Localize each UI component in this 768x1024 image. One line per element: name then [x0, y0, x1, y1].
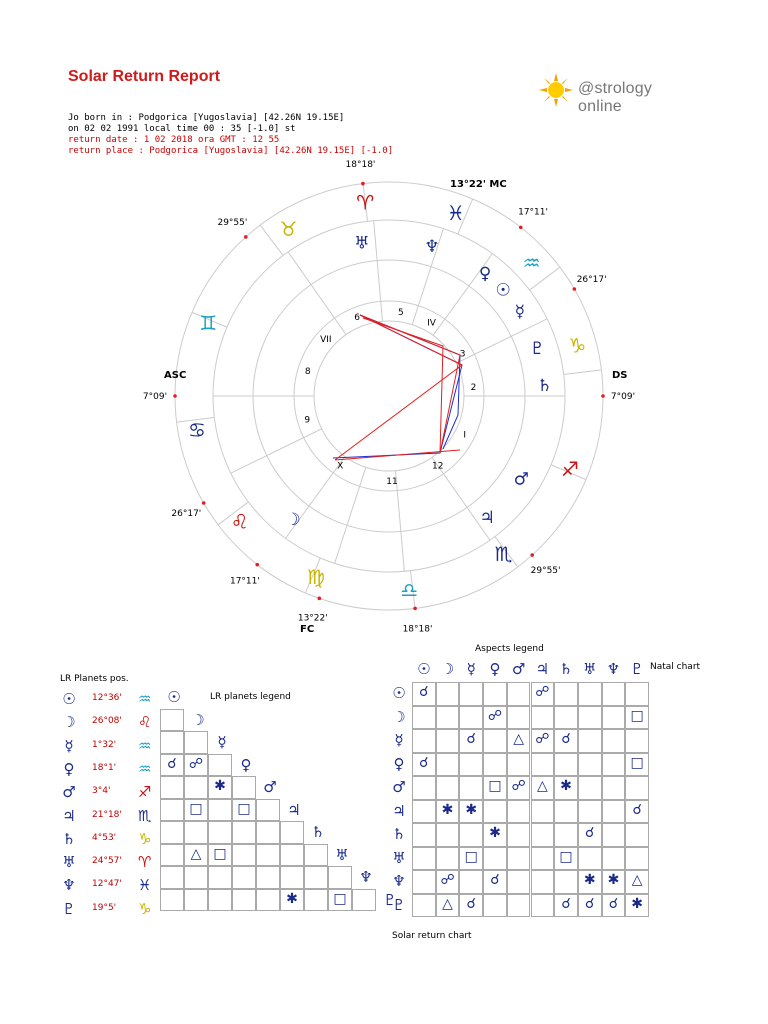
solar-planet-header-icon: ♇ — [392, 895, 406, 914]
aspect-cell — [412, 847, 436, 871]
planet-degree: 1°32' — [92, 739, 117, 750]
aspect-cell — [459, 776, 483, 800]
planet-icon: ☉ — [167, 688, 181, 706]
aspect-symbol-icon: ☌ — [419, 754, 429, 771]
aspect-cell — [602, 729, 626, 753]
aspect-cell — [554, 682, 578, 706]
aspect-symbol-icon: □ — [488, 778, 502, 794]
solar-planet-header-icon: ☿ — [394, 731, 404, 749]
aspect-cell — [412, 823, 436, 847]
lr-legend-cell — [232, 821, 256, 844]
aspect-cell — [412, 729, 436, 753]
cusp-dot — [244, 235, 248, 239]
aspect-cell — [507, 847, 531, 871]
natal-planet-header-icon: ♅ — [583, 660, 597, 678]
lr-legend-cell — [160, 866, 184, 889]
lr-legend-cell — [352, 889, 376, 912]
house-cusp-line — [231, 429, 322, 473]
aspect-symbol-icon: □ — [237, 800, 251, 817]
lr-legend-cell — [160, 799, 184, 822]
aspect-cell — [625, 729, 649, 753]
zodiac-sign-icon: ♊ — [199, 310, 218, 335]
zodiac-sign-icon: ♒ — [522, 251, 541, 276]
cusp-dot — [173, 394, 177, 398]
solar-planet-header-icon: ♅ — [392, 848, 406, 867]
zodiac-sign-icon: ♓ — [446, 200, 465, 225]
planet-degree: 21°18' — [92, 809, 122, 820]
aspect-cell — [578, 800, 602, 824]
aspect-cell — [554, 753, 578, 777]
aspect-symbol-icon: ☌ — [490, 872, 500, 888]
aspect-symbol-icon: ✱ — [214, 778, 226, 794]
aspect-cell — [531, 706, 555, 730]
planet-icon: ☿ — [64, 736, 74, 755]
cusp-dot — [413, 607, 417, 611]
solar-planet-header-icon: ☉ — [392, 684, 406, 702]
aspect-cell — [625, 823, 649, 847]
aspect-cell — [507, 800, 531, 824]
aspect-symbol-icon: □ — [464, 848, 478, 865]
planet-icon: ☽ — [62, 713, 76, 732]
natal-planet-header-icon: ☿ — [466, 660, 476, 678]
planet-icon: ♇ — [62, 899, 76, 918]
aspect-cell — [412, 800, 436, 824]
planet-icon: ♃ — [287, 800, 301, 819]
lr-position-row — [60, 876, 170, 898]
lr-legend-cell — [304, 844, 328, 867]
house-number: 2 — [470, 383, 477, 394]
house-number: 12 — [432, 461, 444, 472]
aspect-symbol-icon: ☌ — [585, 825, 595, 841]
cusp-dot — [530, 553, 534, 557]
house-number: VII — [320, 335, 332, 346]
lr-position-row — [60, 713, 170, 735]
zodiac-sign-icon: ♉ — [279, 216, 298, 241]
aspect-cell — [483, 894, 507, 918]
planet-degree: 19°5' — [92, 902, 117, 913]
lr-legend-cell — [256, 889, 280, 912]
degree-label: 29°55' — [530, 565, 561, 576]
lr-legend-cell — [160, 844, 184, 867]
report-title: Solar Return Report — [68, 68, 221, 85]
house-cusp-line — [335, 467, 366, 563]
lr-legend-cell — [232, 844, 256, 867]
degree-label: 18°18' — [402, 624, 433, 635]
aspect-symbol-icon: △ — [631, 872, 643, 888]
solar-return-chart-label: Solar return chart — [392, 931, 472, 941]
zodiac-sign-icon: ♈ — [356, 190, 375, 215]
aspect-cell — [602, 776, 626, 800]
ds-label: DS — [612, 370, 628, 381]
info-line-birth-place: Jo born in : Podgorica [Yugoslavia] [42.26N 19.15E] — [68, 113, 345, 123]
info-line-birth-time: on 02 02 1991 local time 00 : 35 [-1.0] st — [68, 124, 296, 134]
degree-label: 29°55' — [217, 218, 248, 229]
degree-label: 13°22' — [297, 613, 328, 624]
natal-planet-header-icon: ♂ — [511, 660, 526, 678]
zodiac-divider — [564, 370, 602, 375]
aspect-symbol-icon: ✱ — [489, 825, 501, 841]
aspect-symbol-icon: ☍ — [487, 707, 503, 724]
aspect-cell — [507, 870, 531, 894]
aspect-cell — [625, 682, 649, 706]
aspect-symbol-icon: ☍ — [535, 731, 550, 747]
aspect-cell — [531, 870, 555, 894]
lr-legend-cell — [208, 866, 232, 889]
lr-legend-cell — [160, 821, 184, 844]
aspect-cell — [602, 706, 626, 730]
lr-legend-title: LR planets legend — [210, 692, 291, 702]
lr-position-row — [60, 760, 170, 782]
aspect-symbol-icon: ✱ — [286, 890, 298, 907]
lr-legend-cell — [256, 799, 280, 822]
aspect-cell — [412, 706, 436, 730]
aspect-cell — [483, 847, 507, 871]
planet-icon: ♂ — [263, 778, 277, 796]
natal-planet-header-icon: ♃ — [535, 660, 550, 678]
aspect-symbol-icon: ☍ — [188, 755, 204, 772]
planet-icon: ♂ — [513, 469, 529, 490]
aspect-cell — [436, 729, 460, 753]
aspect-cell — [578, 776, 602, 800]
degree-label: 7°09' — [142, 392, 168, 402]
aspect-cell — [625, 847, 649, 871]
aspect-symbol-icon: ☌ — [608, 895, 619, 912]
planet-icon: ♆ — [359, 868, 373, 886]
aspect-cell — [602, 800, 626, 824]
aspect-cell — [483, 753, 507, 777]
degree-label: 26°17' — [171, 509, 202, 519]
lr-legend-cell — [280, 821, 304, 844]
aspect-symbol-icon: □ — [630, 707, 644, 724]
zodiac-sign-icon: ♍ — [306, 564, 325, 589]
cusp-dot — [318, 597, 322, 601]
lr-legend-cell — [160, 889, 184, 912]
planet-icon: ♀ — [478, 264, 492, 285]
solar-planet-header-icon: ♆ — [392, 872, 406, 890]
aspect-cell — [578, 753, 602, 777]
aspect-cell — [578, 729, 602, 753]
aspect-cell — [436, 776, 460, 800]
lr-legend-cell — [208, 889, 232, 912]
natal-planet-header-icon: ☉ — [417, 660, 431, 678]
cusp-dot — [519, 226, 523, 230]
house-number: I — [463, 430, 467, 441]
house-number: 5 — [397, 307, 404, 318]
cusp-dot — [255, 563, 259, 567]
solar-return-wheel — [142, 159, 636, 640]
house-cusp-line — [288, 252, 346, 335]
aspect-symbol-icon: ☌ — [561, 731, 571, 747]
house-number: 8 — [304, 367, 311, 378]
aspect-cell — [602, 682, 626, 706]
planet-icon: ♄ — [62, 829, 76, 848]
planet-icon: ♅ — [335, 845, 349, 864]
aspect-symbol-icon: ✱ — [441, 801, 454, 818]
planet-icon: ♃ — [62, 806, 76, 825]
aspect-cell — [412, 776, 436, 800]
lr-legend-cell — [208, 821, 232, 844]
planet-degree: 3°4' — [92, 786, 111, 797]
aspect-cell — [412, 894, 436, 918]
asc-label: ASC — [164, 370, 187, 381]
aspect-cell — [531, 894, 555, 918]
aspect-symbol-icon: □ — [213, 845, 227, 862]
aspect-symbol-icon: ☌ — [585, 895, 595, 912]
house-number: X — [337, 461, 344, 472]
aspect-cell — [625, 776, 649, 800]
aspect-cell — [531, 753, 555, 777]
lr-legend-cell — [256, 844, 280, 867]
solar-planet-header-icon: ♂ — [392, 778, 406, 796]
zodiac-sign-icon: ♏ — [494, 541, 513, 566]
natal-planet-header-icon: ☽ — [440, 660, 455, 678]
planet-icon: ☽ — [285, 509, 301, 530]
aspect-cell — [602, 753, 626, 777]
lr-legend-cell — [280, 866, 304, 889]
aspect-symbol-icon: △ — [536, 778, 548, 794]
cusp-dot — [601, 394, 605, 398]
aspect-symbol-icon: ✱ — [465, 801, 478, 818]
aspect-cell — [483, 682, 507, 706]
lr-legend-cell — [304, 889, 328, 912]
degree-label: 17°11' — [229, 576, 260, 587]
aspect-symbol-icon: □ — [189, 800, 203, 817]
lr-positions-title: LR Planets pos. — [60, 674, 129, 684]
zodiac-sign-icon: ♐ — [138, 783, 152, 802]
aspect-symbol-icon: □ — [333, 890, 347, 907]
house-number: 9 — [304, 415, 311, 426]
degree-label: 7°09' — [610, 392, 636, 402]
planet-degree: 18°1' — [92, 762, 117, 773]
zodiac-sign-icon: ♏ — [138, 806, 152, 825]
aspect-cell — [483, 800, 507, 824]
sun-logo-icon — [538, 72, 574, 108]
aspect-symbol-icon: ✱ — [583, 872, 596, 888]
natal-planet-header-icon: ♇ — [630, 660, 644, 678]
aspect-cell — [531, 823, 555, 847]
logo-text: @strology online — [578, 80, 653, 115]
zodiac-sign-icon: ♒ — [138, 690, 152, 708]
aspect-cell — [602, 847, 626, 871]
planet-icon: ♅ — [62, 853, 76, 872]
planet-icon: ♅ — [354, 233, 370, 254]
planet-icon: ♄ — [311, 823, 325, 841]
planet-degree: 12°36' — [92, 693, 122, 703]
lr-legend-cell — [328, 866, 352, 889]
aspect-cell — [436, 706, 460, 730]
lr-legend-cell — [304, 866, 328, 889]
house-number: 11 — [386, 476, 398, 487]
aspect-cell — [602, 823, 626, 847]
lr-position-row — [60, 807, 170, 829]
lr-legend-cell — [160, 776, 184, 799]
aspect-symbol-icon: ☌ — [466, 895, 476, 912]
lr-position-row — [60, 737, 170, 759]
aspect-symbol-icon: ☍ — [535, 684, 550, 700]
natal-planet-header-icon: ♀ — [489, 660, 501, 678]
aspect-cell — [436, 753, 460, 777]
info-line-return-place: return place : Podgorica [Yugoslavia] [42.26N 19.15E] [-1.0] — [68, 146, 394, 156]
zodiac-sign-icon: ♈ — [138, 853, 152, 872]
lr-position-row — [60, 690, 170, 712]
planet-icon: ♆ — [424, 237, 440, 258]
aspect-cell — [507, 706, 531, 730]
aspect-symbol-icon: □ — [630, 754, 644, 771]
lr-position-row — [60, 900, 170, 922]
cusp-dot — [361, 182, 365, 186]
aspect-cell — [554, 800, 578, 824]
aspect-symbol-icon: △ — [190, 845, 202, 862]
lr-legend-cell — [184, 889, 208, 912]
lr-legend-cell — [208, 799, 232, 822]
solar-planet-header-icon: ☽ — [392, 707, 406, 726]
aspect-cell — [578, 682, 602, 706]
planet-degree: 24°57' — [92, 856, 122, 867]
zodiac-sign-icon: ♎ — [400, 577, 419, 602]
planet-icon: ♀ — [63, 759, 75, 778]
mc-label: 13°22' MC — [450, 179, 507, 190]
aspect-symbol-icon: ✱ — [631, 895, 643, 912]
lr-legend-cell — [256, 866, 280, 889]
aspect-cell — [483, 729, 507, 753]
house-number: IV — [427, 318, 436, 329]
aspect-cell — [531, 800, 555, 824]
lr-legend-cell — [184, 866, 208, 889]
lr-position-row — [60, 783, 170, 805]
planet-icon: ☉ — [62, 690, 76, 708]
zodiac-sign-icon: ♐ — [560, 457, 579, 482]
house-number: 3 — [459, 349, 466, 360]
lr-legend-cell — [232, 866, 256, 889]
aspect-symbol-icon: △ — [513, 731, 525, 747]
aspect-symbol-icon: △ — [442, 895, 453, 912]
aspect-symbol-icon: ☌ — [561, 895, 571, 912]
lr-legend-cell — [184, 776, 208, 799]
solar-planet-header-icon: ♄ — [392, 825, 406, 843]
planet-icon: ☉ — [495, 280, 511, 301]
aspect-cell — [507, 682, 531, 706]
lr-legend-cell — [208, 754, 232, 777]
aspects-legend-title: Aspects legend — [475, 644, 544, 654]
planet-icon: ♇ — [529, 338, 545, 359]
aspect-cell — [507, 753, 531, 777]
house-number: 6 — [354, 313, 361, 324]
aspect-cell — [459, 682, 483, 706]
aspect-symbol-icon: □ — [559, 848, 573, 865]
aspect-symbol-icon: ☍ — [511, 778, 526, 794]
solar-planet-header-icon: ♃ — [392, 801, 406, 820]
solar-planet-header-icon: ♀ — [393, 754, 405, 773]
aspect-cell — [554, 706, 578, 730]
aspect-cell — [554, 870, 578, 894]
aspect-cell — [459, 706, 483, 730]
aspect-cell — [459, 753, 483, 777]
aspect-cell — [507, 894, 531, 918]
aspect-cell — [507, 823, 531, 847]
degree-label: 18°18' — [345, 159, 376, 170]
cusp-dot — [573, 287, 577, 291]
planet-degree: 26°08' — [92, 716, 122, 727]
zodiac-sign-icon: ♑ — [138, 899, 152, 918]
planet-icon: ☿ — [514, 302, 526, 323]
aspect-cell — [554, 823, 578, 847]
aspect-cell — [412, 870, 436, 894]
fc-label: FC — [300, 624, 315, 635]
lr-legend-cell — [232, 889, 256, 912]
planet-icon: ♂ — [62, 783, 76, 802]
aspect-cell — [578, 706, 602, 730]
aspect-symbol-icon: ☌ — [466, 731, 476, 747]
zodiac-sign-icon: ♌ — [230, 509, 249, 534]
aspect-cell — [436, 823, 460, 847]
natal-planet-header-icon: ♆ — [606, 660, 621, 678]
aspect-symbol-icon: ☌ — [167, 755, 177, 772]
aspect-symbol-icon: ✱ — [607, 872, 620, 888]
info-line-return-date: return date : 1 02 2018 ora GMT : 12 55 — [68, 135, 280, 145]
lr-position-row — [60, 853, 170, 875]
zodiac-sign-icon: ♑ — [568, 333, 587, 358]
aspect-symbol-icon: ☌ — [419, 684, 429, 700]
cusp-dot — [202, 501, 206, 505]
astrology-online-logo — [538, 70, 698, 115]
lr-legend-cell — [160, 731, 184, 754]
zodiac-sign-icon: ♒ — [138, 759, 152, 778]
lr-legend-cell — [256, 821, 280, 844]
planet-icon: ♃ — [479, 508, 495, 529]
planet-icon: ♄ — [536, 376, 553, 397]
aspect-cell — [459, 823, 483, 847]
planet-icon: ☿ — [217, 733, 227, 751]
natal-chart-label: Natal chart — [650, 662, 701, 672]
aspect-cell — [459, 870, 483, 894]
natal-planet-header-icon: ♄ — [559, 660, 573, 678]
lr-legend-cell — [160, 709, 184, 732]
planet-icon: ♀ — [240, 755, 252, 774]
aspect-symbol-icon: ✱ — [560, 778, 572, 794]
planet-icon: ♇ — [383, 890, 397, 909]
lr-legend-cell — [280, 844, 304, 867]
aspect-cell — [436, 682, 460, 706]
zodiac-sign-icon: ♒ — [138, 736, 152, 755]
planet-degree: 12°47' — [92, 879, 122, 890]
aspect-symbol-icon: ☌ — [632, 801, 642, 818]
aspect-cell — [578, 847, 602, 871]
zodiac-sign-icon: ♋ — [187, 417, 206, 442]
aspect-cell — [436, 847, 460, 871]
lr-legend-cell — [232, 776, 256, 799]
lr-legend-cell — [184, 821, 208, 844]
aspect-cell — [531, 847, 555, 871]
house-cusp-line — [374, 221, 383, 322]
planet-icon: ♆ — [62, 876, 76, 895]
degree-label: 17°11' — [518, 207, 549, 218]
lr-legend-cell — [184, 731, 208, 754]
degree-label: 26°17' — [576, 275, 607, 285]
planet-icon: ☽ — [191, 710, 205, 729]
planet-degree: 4°53' — [92, 832, 117, 843]
zodiac-sign-icon: ♌ — [138, 713, 152, 732]
zodiac-sign-icon: ♓ — [138, 876, 152, 895]
zodiac-sign-icon: ♑ — [138, 829, 152, 848]
aspect-symbol-icon: ☍ — [440, 872, 455, 888]
lr-position-row — [60, 830, 170, 852]
